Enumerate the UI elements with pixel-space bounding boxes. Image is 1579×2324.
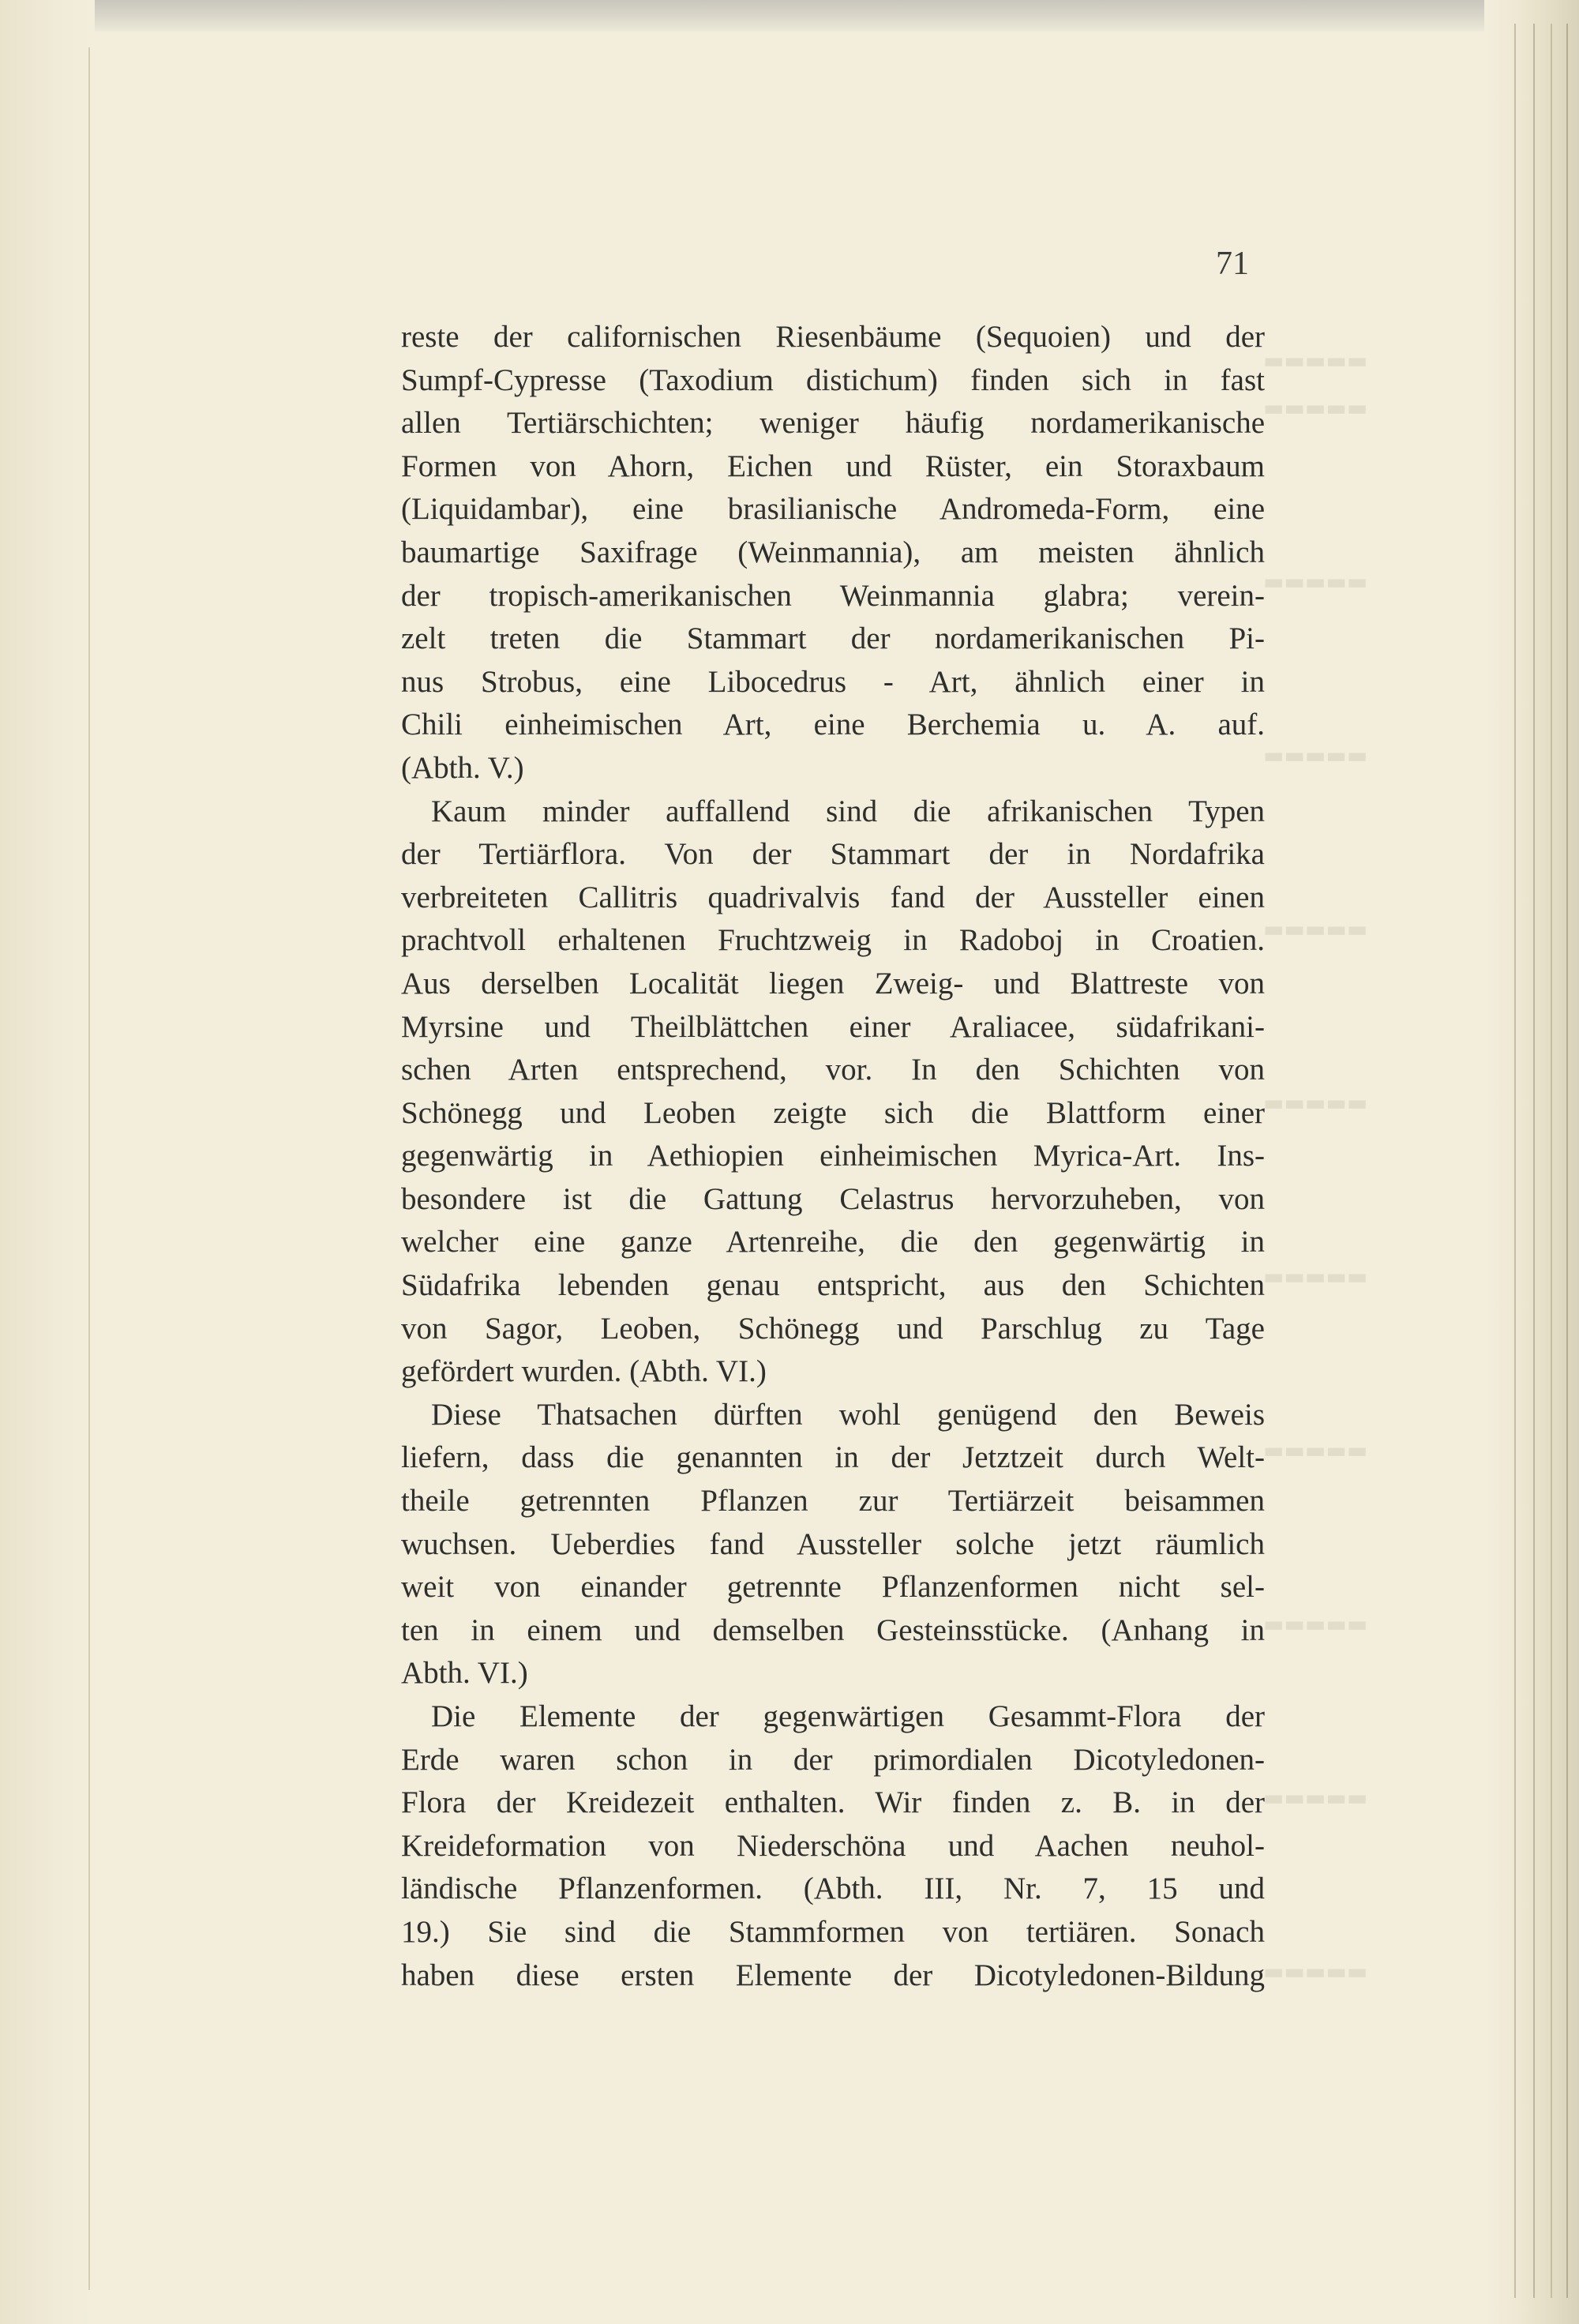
text-line: Kreideformation von Niederschöna und Aachen neuhol-	[401, 1828, 1265, 1863]
text-line: nus Strobus, eine Libocedrus - Art, ähnlich einer in	[401, 664, 1265, 699]
page-stack-edge	[1484, 0, 1579, 2324]
text-line: reste der californischen Riesenbäume (Sequoien) und der	[401, 320, 1265, 354]
text-line: Formen von Ahorn, Eichen und Rüster, ein Storaxbaum	[401, 449, 1265, 483]
text-line: Sumpf-Cypresse (Taxodium distichum) finden sich in fast	[401, 362, 1265, 397]
binding-edge	[0, 0, 95, 2324]
text-line: Kaum minder auffallend sind die afrikanischen Typen	[431, 794, 1265, 828]
text-line: schen Arten entsprechend, vor. In den Schichten von	[401, 1053, 1265, 1087]
binding-fold-line	[88, 47, 90, 2290]
text-line: Diese Thatsachen dürften wohl genügend den Beweis	[431, 1397, 1265, 1432]
text-line: besondere ist die Gattung Celastrus hervorzuheben, von	[401, 1181, 1265, 1216]
text-line: haben diese ersten Elemente der Dicotyledonen-Bildung	[401, 1958, 1265, 1992]
text-line: weit von einander getrennte Pflanzenformen nicht sel-	[401, 1570, 1265, 1605]
text-line: Aus derselben Localität liegen Zweig- und Blattreste von	[401, 966, 1265, 1001]
text-line: gegenwärtig in Aethiopien einheimischen Myrica-Art. Ins-	[401, 1139, 1265, 1173]
text-line: allen Tertiärschichten; weniger häufig nordamerikanische	[401, 406, 1265, 441]
text-line: prachtvoll erhaltenen Fruchtzweig in Radoboj in Croatien.	[401, 923, 1265, 958]
leaf-edge-line	[1566, 24, 1568, 2298]
text-line: Flora der Kreidezeit enthalten. Wir finden z. B. in der	[401, 1785, 1265, 1820]
text-line: liefern, dass die genannten in der Jetztzeit durch Welt-	[401, 1440, 1265, 1475]
page-number: 71	[1216, 246, 1249, 282]
text-line: von Sagor, Leoben, Schönegg und Parschlug zu Tage	[401, 1311, 1265, 1346]
text-line: der Tertiärflora. Von der Stammart der in Nordafrika	[401, 837, 1265, 872]
text-line: Erde waren schon in der primordialen Dicotyledonen-	[401, 1742, 1265, 1777]
text-line: Chili einheimischen Art, eine Berchemia u. A. auf.	[401, 708, 1265, 742]
text-line: theile getrennten Pflanzen zur Tertiärzeit beisammen	[401, 1484, 1265, 1519]
text-line: baumartige Saxifrage (Weinmannia), am meisten ähnlich	[401, 535, 1265, 569]
text-line: wuchsen. Ueberdies fand Aussteller solche jetzt räumlich	[401, 1526, 1265, 1561]
leaf-edge-line	[1514, 24, 1516, 2298]
body-text	[401, 316, 1265, 1997]
text-line: (Abth. V.)	[401, 750, 524, 785]
text-line: (Liquidambar), eine brasilianische Andromeda-Form, eine	[401, 492, 1265, 527]
text-line: Schönegg und Leoben zeigte sich die Blattform einer	[401, 1095, 1265, 1130]
text-line: ländische Pflanzenformen. (Abth. III, Nr. 7, 15 und	[401, 1872, 1265, 1906]
text-line: Abth. VI.)	[401, 1656, 528, 1691]
text-line: gefördert wurden. (Abth. VI.)	[401, 1354, 767, 1389]
leaf-edge-line	[1551, 24, 1552, 2298]
text-line: welcher eine ganze Artenreihe, die den gegenwärtig in	[401, 1225, 1265, 1260]
scanned-page: ▬▬▬▬▬ ▬▬▬▬▬ ▬▬▬▬▬ ▬▬▬▬▬ ▬▬▬▬▬ ▬▬▬▬▬ ▬▬▬▬▬ ▬▬▬▬▬ ▬▬▬▬▬ ▬▬▬▬▬ ▬▬▬▬▬ 71 reste der californischen Riesenbäume (Sequoien) und der Sumpf-Cypresse (Taxodium distichum) finden sich in fast allen Tertiärschichten; weniger häufig nordamerikanische Formen von Ahorn, Eichen und Rüster, ein Storaxbaum (Liquidambar), eine brasilianische Andromeda-Form, eine baumartige Saxifrage (Weinmannia), am meisten ähnlich der tropisch-amerikanischen Weinmannia glabra; verein- zelt treten die Stammart der nordamerikanischen Pi- nus Strobus, eine Libocedrus - Art, ähnlich einer in Chili einheimischen Art, eine Berchemia u. A. auf. (Abth. V.) Kaum minder auffallend sind die afrikanischen Typen der Tertiärflora. Von der Stammart der in Nordafrika verbreiteten Callitris quadrivalvis fand der Aussteller einen prachtvoll erhaltenen Fruchtzweig in Radoboj in Croatien. Aus derselben Localität liegen Zweig- und Blattreste von Myrsine und Theilblättchen einer Araliacee, südafrikani- schen Arten entsprechend, vor. In den Schichten von Schönegg und Leoben zeigte sich die Blattform einer gegenwärtig in Aethiopien einheimischen Myrica-Art. Ins- besondere ist die Gattung Celastrus hervorzuheben, von welcher eine ganze Artenreihe, die den gegenwärtig in Südafrika lebenden genau entspricht, aus den Schichten von Sagor, Leoben, Schönegg und Parschlug zu Tage gefördert wurden. (Abth. VI.) Diese Thatsachen dürften wohl genügend den Beweis liefern, dass die genannten in der Jetztzeit durch Welt- theile getrennten Pflanzen zur Tertiärzeit beisammen wuchsen. Ueberdies fand Aussteller solche jetzt räumlich weit von einander getrennte Pflanzenformen nicht sel- ten in einem und demselben Gesteinsstücke. (Anhang in Abth. VI.) Die Elemente der gegenwärtigen Gesammt-Flora der Erde waren schon in der primordialen Dicotyledonen- Flora der Kreidezeit enthalten. Wir finden z. B. in der Kreideformation von Niederschöna und Aachen neuhol- ländische Pflanzenformen. (Abth. III, Nr. 7, 15 und 19.) Sie sind die Stammformen von tertiären. Sonach haben diese ersten Elemente der Dicotyledonen-Bildung	[0, 0, 1579, 2324]
text-line: 19.) Sie sind die Stammformen von tertiären. Sonach	[401, 1914, 1265, 1949]
leaf-edge-line	[1533, 24, 1535, 2298]
text-line: zelt treten die Stammart der nordamerikanischen Pi-	[401, 621, 1265, 656]
text-line: ten in einem und demselben Gesteinsstücke. (Anhang in	[401, 1613, 1265, 1647]
text-line: Südafrika lebenden genau entspricht, aus den Schichten	[401, 1268, 1265, 1303]
text-line: der tropisch-amerikanischen Weinmannia glabra; verein-	[401, 578, 1265, 613]
scan-top-margin	[0, 0, 1579, 32]
text-line: Myrsine und Theilblättchen einer Araliacee, südafrikani-	[401, 1009, 1265, 1044]
text-line: verbreiteten Callitris quadrivalvis fand der Aussteller einen	[401, 880, 1265, 914]
text-line: Die Elemente der gegenwärtigen Gesammt-Flora der	[431, 1699, 1265, 1733]
